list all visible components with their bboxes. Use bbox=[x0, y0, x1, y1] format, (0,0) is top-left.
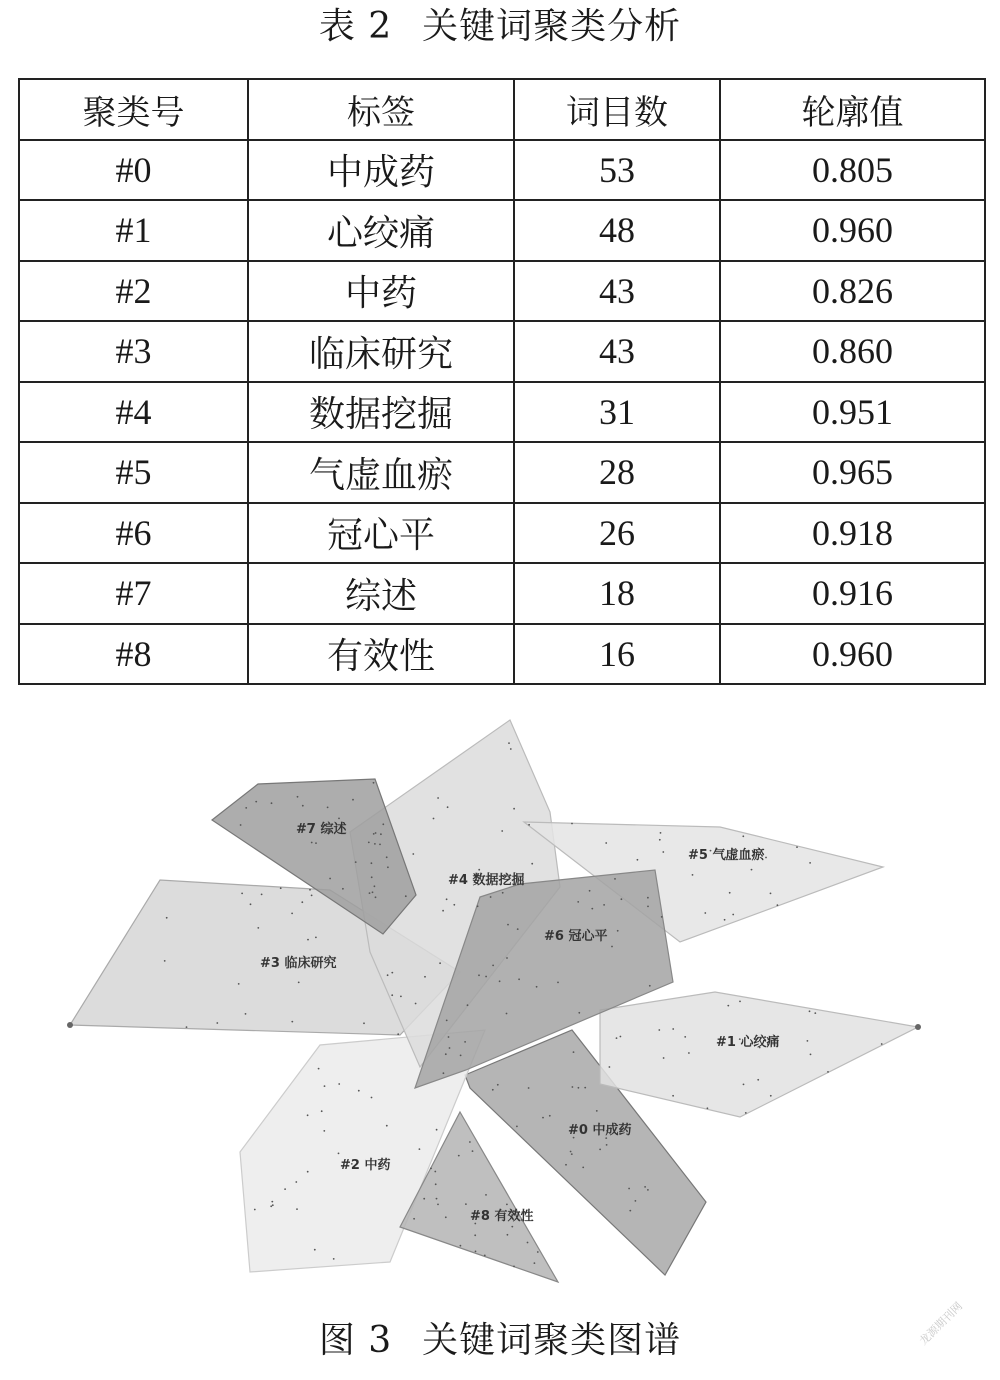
keyword-node bbox=[573, 1051, 575, 1053]
keyword-node bbox=[724, 919, 726, 921]
table-row bbox=[19, 503, 985, 564]
keyword-node bbox=[577, 901, 579, 903]
keyword-node bbox=[732, 914, 734, 916]
keyword-node bbox=[375, 832, 377, 834]
keyword-node bbox=[298, 982, 300, 984]
cluster-count: 43 bbox=[514, 261, 720, 322]
keyword-node bbox=[315, 842, 317, 844]
keyword-node bbox=[510, 748, 512, 750]
keyword-node bbox=[261, 894, 263, 896]
keyword-node bbox=[684, 1036, 686, 1038]
table-row bbox=[19, 563, 985, 624]
cluster-silhouette: 0.805 bbox=[720, 140, 985, 201]
keyword-node bbox=[513, 808, 515, 810]
keyword-node bbox=[660, 832, 662, 834]
keyword-node bbox=[751, 869, 753, 871]
keyword-node bbox=[307, 1171, 309, 1173]
keyword-node bbox=[582, 1167, 584, 1169]
keyword-node bbox=[796, 846, 798, 848]
keyword-node bbox=[405, 895, 407, 897]
keyword-node bbox=[342, 888, 344, 890]
keyword-node bbox=[375, 896, 377, 898]
keyword-node bbox=[257, 927, 259, 929]
keyword-node bbox=[453, 904, 455, 906]
keyword-node bbox=[596, 1110, 598, 1112]
cluster-region bbox=[600, 992, 918, 1117]
keyword-node bbox=[492, 1089, 494, 1091]
keyword-node bbox=[166, 917, 168, 919]
keyword-node bbox=[295, 1181, 297, 1183]
keyword-node bbox=[458, 1155, 460, 1157]
cluster-label: 中药 bbox=[248, 261, 514, 322]
keyword-node bbox=[508, 742, 510, 744]
keyword-node bbox=[814, 1012, 816, 1014]
keyword-node bbox=[629, 1210, 631, 1212]
keyword-node bbox=[827, 1071, 829, 1073]
cluster-count: 43 bbox=[514, 321, 720, 382]
keyword-node bbox=[603, 904, 605, 906]
cluster-label: #1 心绞痛 bbox=[716, 1035, 780, 1050]
figure-caption-text: 关键词聚类图谱 bbox=[422, 1320, 682, 1361]
keyword-node bbox=[423, 1198, 425, 1200]
keyword-node bbox=[644, 1186, 646, 1188]
keyword-node bbox=[518, 978, 520, 980]
keyword-node bbox=[662, 851, 664, 853]
keyword-node bbox=[606, 1144, 608, 1146]
keyword-node bbox=[511, 1226, 513, 1228]
keyword-node bbox=[445, 1053, 447, 1055]
keyword-node bbox=[490, 896, 492, 898]
keyword-node bbox=[284, 1188, 286, 1190]
keyword-node bbox=[240, 824, 242, 826]
keyword-node bbox=[437, 797, 439, 799]
keyword-node bbox=[449, 1047, 451, 1049]
table-caption-number: 表 2 bbox=[318, 6, 393, 47]
keyword-node bbox=[391, 994, 393, 996]
keyword-node bbox=[517, 928, 519, 930]
keyword-node bbox=[400, 996, 402, 998]
keyword-node bbox=[430, 1168, 432, 1170]
cluster-label: #8 有效性 bbox=[470, 1209, 534, 1224]
keyword-node bbox=[446, 1020, 448, 1022]
keyword-node bbox=[280, 887, 282, 889]
keyword-node bbox=[810, 1054, 812, 1056]
cluster-label: #0 中成药 bbox=[568, 1123, 632, 1138]
keyword-node bbox=[537, 1251, 539, 1253]
keyword-node bbox=[647, 1189, 649, 1191]
keyword-node bbox=[412, 853, 414, 855]
keyword-node bbox=[465, 1203, 467, 1205]
cluster-count: 53 bbox=[514, 140, 720, 201]
keyword-node bbox=[439, 962, 441, 964]
keyword-node bbox=[528, 824, 530, 826]
keyword-node bbox=[637, 859, 639, 861]
keyword-node bbox=[661, 916, 663, 918]
keyword-node bbox=[478, 974, 480, 976]
cluster-silhouette: 0.960 bbox=[720, 624, 985, 685]
keyword-node bbox=[424, 976, 426, 978]
keyword-node bbox=[272, 1204, 274, 1206]
cluster-label: 冠心平 bbox=[248, 503, 514, 564]
keyword-node bbox=[528, 1087, 530, 1089]
keyword-node bbox=[507, 924, 509, 926]
cluster-label: #5 气虚血瘀 bbox=[688, 848, 765, 863]
cluster-label: 心绞痛 bbox=[248, 200, 514, 261]
keyword-node bbox=[314, 1249, 316, 1251]
cluster-silhouette: 0.965 bbox=[720, 442, 985, 503]
keyword-node bbox=[238, 983, 240, 985]
keyword-node bbox=[497, 1084, 499, 1086]
keyword-node bbox=[329, 878, 331, 880]
keyword-node bbox=[542, 1117, 544, 1119]
keyword-node bbox=[484, 1255, 486, 1257]
keyword-node bbox=[729, 892, 731, 894]
cluster-label: #2 中药 bbox=[340, 1158, 391, 1173]
keyword-node bbox=[379, 844, 381, 846]
keyword-node bbox=[557, 982, 559, 984]
keyword-node bbox=[443, 1072, 445, 1074]
cluster-silhouette: 0.960 bbox=[720, 200, 985, 261]
keyword-node bbox=[371, 1097, 373, 1099]
cluster-count: 26 bbox=[514, 503, 720, 564]
keyword-node bbox=[271, 1201, 273, 1203]
keyword-node bbox=[485, 976, 487, 978]
cluster-silhouette: 0.918 bbox=[720, 503, 985, 564]
table-header-row bbox=[19, 79, 985, 140]
keyword-node bbox=[658, 1029, 660, 1031]
keyword-node bbox=[338, 1083, 340, 1085]
keyword-node bbox=[614, 878, 616, 880]
keyword-node bbox=[318, 1068, 320, 1070]
keyword-node bbox=[309, 889, 311, 891]
keyword-node bbox=[620, 1036, 622, 1038]
keyword-node bbox=[549, 1115, 551, 1117]
keyword-node bbox=[584, 1087, 586, 1089]
keyword-node bbox=[371, 862, 373, 864]
keyword-node bbox=[501, 830, 503, 832]
cluster-map bbox=[0, 712, 1000, 1302]
keyword-node bbox=[692, 874, 694, 876]
keyword-node bbox=[881, 1043, 883, 1045]
cluster-id: #6 bbox=[19, 503, 248, 564]
keyword-node bbox=[372, 891, 374, 893]
keyword-node bbox=[743, 1084, 745, 1086]
keyword-node bbox=[467, 1004, 469, 1006]
keyword-node bbox=[302, 805, 304, 807]
cluster-id: #3 bbox=[19, 321, 248, 382]
keyword-node bbox=[374, 843, 376, 845]
keyword-node bbox=[688, 1052, 690, 1054]
keyword-node bbox=[578, 1012, 580, 1014]
keyword-node bbox=[527, 1242, 529, 1244]
keyword-node bbox=[469, 1141, 471, 1143]
cluster-count: 28 bbox=[514, 442, 720, 503]
cluster-count: 16 bbox=[514, 624, 720, 685]
keyword-node bbox=[413, 1218, 415, 1220]
keyword-node bbox=[270, 1205, 272, 1207]
cluster-label: 综述 bbox=[248, 563, 514, 624]
keyword-node bbox=[474, 1234, 476, 1236]
keyword-node bbox=[536, 986, 538, 988]
keyword-node bbox=[605, 842, 607, 844]
cluster-silhouette: 0.916 bbox=[720, 563, 985, 624]
cluster-map-figure bbox=[0, 712, 1000, 1302]
keyword-node bbox=[241, 893, 243, 895]
keyword-node bbox=[315, 937, 317, 939]
keyword-node bbox=[446, 898, 448, 900]
keyword-node bbox=[570, 1151, 572, 1153]
keyword-node bbox=[368, 842, 370, 844]
column-header: 标签 bbox=[248, 79, 514, 140]
keyword-node bbox=[739, 1001, 741, 1003]
cluster-label: #7 综述 bbox=[296, 822, 347, 837]
keyword-node bbox=[338, 818, 340, 820]
keyword-node bbox=[591, 908, 593, 910]
keyword-node bbox=[434, 1171, 436, 1173]
keyword-node bbox=[617, 930, 619, 932]
keyword-node bbox=[571, 1153, 573, 1155]
table-caption bbox=[0, 2, 1000, 52]
keyword-node bbox=[475, 1251, 477, 1253]
keyword-node bbox=[387, 974, 389, 976]
keyword-node bbox=[352, 799, 354, 801]
keyword-node bbox=[445, 1216, 447, 1218]
cluster-id: #7 bbox=[19, 563, 248, 624]
keyword-node bbox=[371, 876, 373, 878]
keyword-node bbox=[809, 1010, 811, 1012]
keyword-node bbox=[250, 903, 252, 905]
cluster-count: 48 bbox=[514, 200, 720, 261]
keyword-node bbox=[363, 1022, 365, 1024]
keyword-node bbox=[436, 1129, 438, 1131]
keyword-node bbox=[659, 839, 661, 841]
keyword-node bbox=[647, 897, 649, 899]
keyword-node bbox=[472, 1150, 474, 1152]
keyword-node bbox=[647, 906, 649, 908]
keyword-node bbox=[255, 801, 257, 803]
keyword-node bbox=[460, 1245, 462, 1247]
keyword-node bbox=[477, 905, 479, 907]
keyword-node bbox=[611, 946, 613, 948]
cluster-id: #2 bbox=[19, 261, 248, 322]
keyword-node bbox=[296, 1208, 298, 1210]
keyword-node bbox=[387, 866, 389, 868]
cluster-id: #0 bbox=[19, 140, 248, 201]
keyword-node bbox=[291, 913, 293, 915]
keyword-node bbox=[809, 862, 811, 864]
keyword-node bbox=[807, 1040, 809, 1042]
keyword-node bbox=[628, 1188, 630, 1190]
keyword-node bbox=[386, 1125, 388, 1127]
keyword-node bbox=[301, 901, 303, 903]
keyword-node bbox=[506, 1204, 508, 1206]
cluster-silhouette: 0.826 bbox=[720, 261, 985, 322]
cluster-label: 气虚血瘀 bbox=[248, 442, 514, 503]
figure-caption-number: 图 3 bbox=[318, 1320, 393, 1361]
keyword-node bbox=[571, 823, 573, 825]
keyword-node bbox=[621, 898, 623, 900]
cluster-label: 中成药 bbox=[248, 140, 514, 201]
keyword-node bbox=[321, 1110, 323, 1112]
keyword-node bbox=[271, 802, 273, 804]
watermark: 龙源期刊网 bbox=[916, 1299, 965, 1348]
cluster-id: #4 bbox=[19, 382, 248, 443]
keyword-node bbox=[565, 1164, 567, 1166]
keyword-node bbox=[516, 1126, 518, 1128]
keyword-node bbox=[391, 972, 393, 974]
cluster-silhouette: 0.951 bbox=[720, 382, 985, 443]
keyword-node bbox=[599, 1149, 601, 1151]
cluster-count: 18 bbox=[514, 563, 720, 624]
keyword-node bbox=[448, 1036, 450, 1038]
keyword-node bbox=[460, 1055, 462, 1057]
keyword-node bbox=[672, 1095, 674, 1097]
keyword-node bbox=[499, 980, 501, 982]
keyword-node bbox=[507, 1234, 509, 1236]
keyword-node bbox=[635, 1200, 637, 1202]
keyword-node bbox=[245, 1013, 247, 1015]
keyword-node bbox=[338, 1153, 340, 1155]
keyword-node bbox=[757, 1079, 759, 1081]
column-header: 词目数 bbox=[514, 79, 720, 140]
keyword-node bbox=[436, 1198, 438, 1200]
table-row bbox=[19, 200, 985, 261]
keyword-node bbox=[437, 1204, 439, 1206]
keyword-node bbox=[704, 912, 706, 914]
keyword-node bbox=[578, 1087, 580, 1089]
keyword-node bbox=[502, 892, 504, 894]
keyword-node bbox=[355, 861, 357, 863]
cluster-table bbox=[18, 78, 986, 685]
keyword-node bbox=[333, 1258, 335, 1260]
keyword-node bbox=[435, 1183, 437, 1185]
keyword-node bbox=[369, 892, 371, 894]
cluster-silhouette: 0.860 bbox=[720, 321, 985, 382]
keyword-node bbox=[770, 1095, 772, 1097]
keyword-node bbox=[492, 965, 494, 967]
keyword-node bbox=[186, 1026, 188, 1028]
keyword-node bbox=[649, 985, 651, 987]
cluster-id: #8 bbox=[19, 624, 248, 685]
keyword-node bbox=[373, 833, 375, 835]
keyword-node bbox=[513, 1266, 515, 1268]
keyword-node bbox=[373, 782, 375, 784]
keyword-node bbox=[311, 895, 313, 897]
keyword-node bbox=[745, 1112, 747, 1114]
keyword-node bbox=[663, 1057, 665, 1059]
cluster-label: #4 数据挖掘 bbox=[448, 873, 525, 888]
table-row bbox=[19, 624, 985, 685]
cluster-label: #6 冠心平 bbox=[544, 929, 608, 944]
keyword-node bbox=[707, 1107, 709, 1109]
cluster-id: #1 bbox=[19, 200, 248, 261]
column-header: 轮廓值 bbox=[720, 79, 985, 140]
keyword-node bbox=[531, 863, 533, 865]
table-row bbox=[19, 442, 985, 503]
keyword-node bbox=[616, 1037, 618, 1039]
table-row bbox=[19, 382, 985, 443]
cluster-id: #5 bbox=[19, 442, 248, 503]
keyword-node bbox=[307, 939, 309, 941]
keyword-node bbox=[374, 885, 376, 887]
keyword-node bbox=[397, 1033, 399, 1035]
keyword-node bbox=[380, 833, 382, 835]
table-caption-text: 关键词聚类分析 bbox=[422, 6, 682, 47]
keyword-node bbox=[307, 1114, 309, 1116]
keyword-node bbox=[358, 1090, 360, 1092]
table-row bbox=[19, 321, 985, 382]
keyword-node bbox=[506, 1013, 508, 1015]
keyword-node bbox=[485, 1194, 487, 1196]
keyword-node bbox=[777, 904, 779, 906]
keyword-node bbox=[770, 893, 772, 895]
table-row bbox=[19, 140, 985, 201]
keyword-node bbox=[442, 910, 444, 912]
keyword-node bbox=[419, 1148, 421, 1150]
keyword-node bbox=[589, 890, 591, 892]
keyword-node bbox=[297, 796, 299, 798]
keyword-node bbox=[478, 869, 480, 871]
keyword-node bbox=[765, 857, 767, 859]
keyword-node bbox=[382, 823, 384, 825]
keyword-node bbox=[506, 957, 508, 959]
keyword-node bbox=[464, 1041, 466, 1043]
keyword-node bbox=[672, 1028, 674, 1030]
keyword-node bbox=[386, 856, 388, 858]
keyword-node bbox=[727, 1005, 729, 1007]
cluster-count: 31 bbox=[514, 382, 720, 443]
column-header: 聚类号 bbox=[19, 79, 248, 140]
keyword-node bbox=[254, 1209, 256, 1211]
keyword-node bbox=[433, 818, 435, 820]
keyword-node bbox=[609, 1066, 611, 1068]
cluster-label: 有效性 bbox=[248, 624, 514, 685]
cluster-label: 数据挖掘 bbox=[248, 382, 514, 443]
keyword-node bbox=[216, 1022, 218, 1024]
keyword-node bbox=[327, 807, 329, 809]
table-row bbox=[19, 261, 985, 322]
keyword-node bbox=[324, 1085, 326, 1087]
keyword-node bbox=[311, 842, 313, 844]
keyword-node bbox=[534, 1262, 536, 1264]
figure-caption bbox=[0, 1316, 1000, 1366]
anchor-node bbox=[915, 1024, 921, 1030]
cluster-label: 临床研究 bbox=[248, 321, 514, 382]
cluster-label: #3 临床研究 bbox=[260, 956, 337, 971]
keyword-node bbox=[415, 1003, 417, 1005]
keyword-node bbox=[572, 1086, 574, 1088]
keyword-node bbox=[742, 835, 744, 837]
keyword-node bbox=[291, 1021, 293, 1023]
keyword-node bbox=[245, 807, 247, 809]
anchor-node bbox=[67, 1022, 73, 1028]
keyword-node bbox=[323, 1130, 325, 1132]
keyword-node bbox=[164, 960, 166, 962]
keyword-node bbox=[447, 806, 449, 808]
